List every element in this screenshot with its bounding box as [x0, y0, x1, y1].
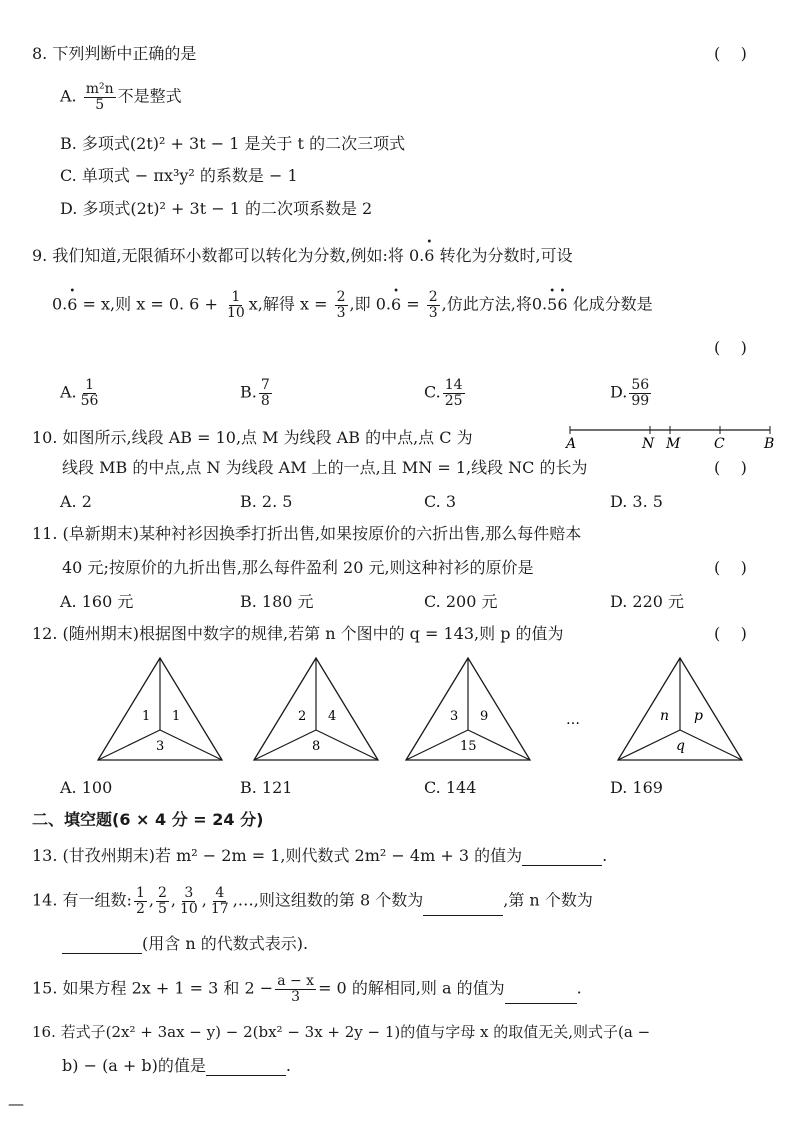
- fraction-numerator: 1: [85, 377, 95, 393]
- fraction-numerator: 1: [135, 885, 145, 901]
- fraction-denominator: 10: [226, 304, 245, 321]
- option-label: A.: [60, 86, 77, 106]
- q9-text: 化成分数是: [567, 294, 653, 314]
- q11-option-d: D. 220 元: [610, 592, 685, 611]
- q10-option-c: C. 3: [424, 492, 457, 511]
- q9-text: = x,则 x = 0. 6 +: [77, 294, 218, 314]
- q14-line-2: [62, 934, 308, 954]
- q16-text: b) − (a + b)的值是: [62, 1056, 206, 1075]
- q15-text: 15. 如果方程 2x + 1 = 3 和 2 −: [32, 978, 274, 998]
- q11-option-c: C. 200 元: [424, 592, 498, 611]
- fraction-numerator: 3: [184, 885, 194, 901]
- q12-option-d: D. 169: [610, 778, 663, 797]
- q8-a-fraction: [84, 82, 116, 112]
- fraction: [443, 378, 465, 408]
- q9-option-d: [610, 378, 653, 408]
- q11-answer-paren: ( ): [714, 558, 747, 577]
- q14-text: (用含 n 的代数式表示).: [142, 934, 309, 953]
- q8-answer-paren: ( ): [714, 44, 747, 63]
- repeating-digit: • 6: [67, 295, 77, 315]
- fraction: [156, 886, 169, 916]
- fraction: [629, 378, 651, 408]
- triangle-n-left: n: [660, 708, 670, 724]
- repeating-digit: • 5: [547, 295, 557, 315]
- q9-option-a: [60, 378, 102, 408]
- fraction-numerator: m²n: [85, 81, 114, 97]
- fraction-denominator: 17: [210, 900, 229, 917]
- q9-option-c: [424, 378, 467, 408]
- repeating-digit: • 6: [557, 295, 567, 315]
- q10-answer-paren: ( ): [714, 458, 747, 477]
- q14-text: ,…,则这组数的第 8 个数为: [232, 890, 424, 910]
- option-label: B.: [240, 382, 257, 402]
- q8-option-b: B. 多项式(2t)² + 3t − 1 是关于 t 的二次三项式: [60, 134, 406, 153]
- q9-text: ,即 0.: [349, 294, 391, 314]
- triangle-n-bottom: q: [676, 738, 685, 754]
- triangle-n-right: p: [694, 708, 703, 724]
- point-label-b: B: [764, 436, 775, 452]
- point-label-n: N: [642, 436, 655, 452]
- q9-option-b: [240, 378, 274, 408]
- fraction-denominator: 25: [444, 392, 463, 409]
- q15-end: .: [576, 978, 582, 998]
- fraction-denominator: 99: [631, 392, 650, 409]
- fraction-numerator: 14: [444, 377, 463, 393]
- triangle-figures: [0, 650, 794, 770]
- triangle-2-bottom: 8: [312, 739, 321, 754]
- q9-text: 0.: [52, 294, 68, 314]
- fraction: [134, 886, 147, 916]
- triangle-1: [98, 658, 222, 760]
- fraction: [259, 378, 272, 408]
- fraction: [427, 290, 440, 320]
- triangle-1-bottom: 3: [156, 739, 165, 754]
- q9-text: =: [401, 294, 420, 314]
- q12-option-c: C. 144: [424, 778, 477, 797]
- q16-line-1: 16. 若式子(2x² + 3ax − y) − 2(bx² − 3x + 2y − 1)的值与字母 x 的取值无关,则式子(a −: [32, 1023, 651, 1041]
- triangle-2-right: 4: [328, 709, 337, 724]
- q9-line-1: [32, 246, 573, 266]
- q10-option-b: B. 2. 5: [240, 492, 293, 511]
- q9-answer-paren: ( ): [714, 338, 747, 357]
- triangle-3-left: 3: [450, 709, 459, 724]
- q9-line-2: [52, 290, 653, 320]
- fraction-numerator: a − x: [277, 973, 315, 989]
- q13-line: [32, 846, 607, 866]
- section-title: 二、填空题(6 × 4 分 = 24 分): [32, 810, 264, 829]
- fraction-denominator: 5: [95, 96, 105, 113]
- fraction-denominator: 2: [135, 900, 145, 917]
- triangle-3-right: 9: [480, 709, 489, 724]
- q11-line-2: 40 元;按原价的九折出售,那么每件盈利 20 元,则这种衬衫的原价是: [62, 558, 534, 577]
- fraction-numerator: 7: [260, 377, 270, 393]
- q8-option-d: D. 多项式(2t)² + 3t − 1 的二次项系数是 2: [60, 199, 373, 218]
- fraction-denominator: 56: [80, 392, 99, 409]
- fraction: [209, 886, 231, 916]
- q14-text: 14. 有一组数:: [32, 890, 132, 910]
- q11-option-b: B. 180 元: [240, 592, 314, 611]
- point-label-a: A: [566, 436, 577, 452]
- fraction-denominator: 3: [428, 304, 438, 321]
- fraction-denominator: 8: [260, 392, 270, 409]
- fraction-numerator: 1: [231, 289, 241, 305]
- triangle-3: [406, 658, 530, 760]
- fraction-denominator: 10: [179, 900, 198, 917]
- q9-text: ,仿此方法,将0.: [441, 294, 548, 314]
- q9-text: 9. 我们知道,无限循环小数都可以转化为分数,例如:将 0.: [32, 246, 425, 265]
- q10-line-1: 10. 如图所示,线段 AB = 10,点 M 为线段 AB 的中点,点 C 为: [32, 428, 473, 447]
- ellipsis: …: [566, 712, 580, 728]
- q14-line-1: 14. 有一组数: $\frac{1}{2}$ , $\frac{2}{5}$ , $\frac{3}{10}$ , $\frac{4}{17}$ ,…,则这组数的第 8 个数为 ,第 n 个数为: [32, 885, 593, 917]
- fraction: [178, 886, 200, 916]
- triangle-n: [618, 658, 742, 760]
- fraction-numerator: 2: [157, 885, 167, 901]
- q9-text: 转化为分数时,可设: [434, 246, 573, 265]
- q10-option-a: A. 2: [60, 492, 92, 511]
- q11-option-a: A. 160 元: [60, 592, 134, 611]
- answer-blank[interactable]: [206, 1059, 286, 1076]
- q12-line-1: 12. (随州期末)根据图中数字的规律,若第 n 个图中的 q = 143,则 p 的值为: [32, 624, 564, 643]
- fraction-numerator: 2: [336, 289, 346, 305]
- fraction: [335, 290, 348, 320]
- fraction-denominator: 3: [336, 304, 346, 321]
- q15-text: = 0 的解相同,则 a 的值为: [318, 978, 505, 998]
- option-text: 不是整式: [117, 86, 182, 106]
- q13-end: .: [602, 846, 608, 865]
- fraction-numerator: 4: [215, 885, 225, 901]
- fraction-numerator: 2: [428, 289, 438, 305]
- point-label-c: C: [714, 436, 725, 452]
- q8-option-c: C. 单项式 − πx³y² 的系数是 − 1: [60, 166, 298, 185]
- q11-line-1: 11. (阜新期末)某种衬衫因换季打折出售,如果按原价的六折出售,那么每件赔本: [32, 524, 582, 543]
- answer-blank[interactable]: [522, 849, 602, 866]
- option-label: D.: [610, 382, 628, 402]
- q12-option-b: B. 121: [240, 778, 293, 797]
- page-footer-mark: —: [8, 1094, 24, 1113]
- option-label: C.: [424, 382, 441, 402]
- triangle-2: [254, 658, 378, 760]
- triangle-1-right: 1: [172, 709, 181, 724]
- fraction: [79, 378, 101, 408]
- answer-blank[interactable]: [423, 899, 503, 916]
- triangle-2-left: 2: [298, 709, 307, 724]
- q10-option-d: D. 3. 5: [610, 492, 663, 511]
- triangle-1-left: 1: [142, 709, 151, 724]
- answer-blank[interactable]: [62, 937, 142, 954]
- q15-line: [32, 974, 582, 1004]
- repeating-digit: • 6: [424, 246, 434, 266]
- q10-line-2: 线段 MB 的中点,点 N 为线段 AM 上的一点,且 MN = 1,线段 NC 的长为: [62, 458, 588, 477]
- q14-text: ,第 n 个数为: [503, 890, 593, 910]
- q8-option-a: [60, 82, 182, 112]
- option-label: A.: [60, 382, 77, 402]
- fraction-denominator: 5: [157, 900, 167, 917]
- fraction: [225, 290, 247, 320]
- triangle-3-bottom: 15: [460, 739, 477, 754]
- q13-text: 13. (甘孜州期末)若 m² − 2m = 1,则代数式 2m² − 4m + 3 的值为: [32, 846, 523, 865]
- q12-option-a: A. 100: [60, 778, 113, 797]
- answer-blank[interactable]: [505, 987, 577, 1004]
- q9-text: x,解得 x =: [248, 294, 328, 314]
- q16-end: .: [285, 1056, 292, 1075]
- fraction: [275, 974, 316, 1004]
- point-label-m: M: [666, 436, 681, 452]
- fraction-numerator: 56: [631, 377, 650, 393]
- repeating-digit: • 6: [391, 295, 401, 315]
- segment-diagram: [560, 418, 782, 454]
- q16-line-2: [62, 1056, 291, 1076]
- fraction-denominator: 3: [291, 988, 301, 1005]
- q8-stem: 8. 下列判断中正确的是: [32, 44, 197, 63]
- q12-answer-paren: ( ): [714, 624, 747, 643]
